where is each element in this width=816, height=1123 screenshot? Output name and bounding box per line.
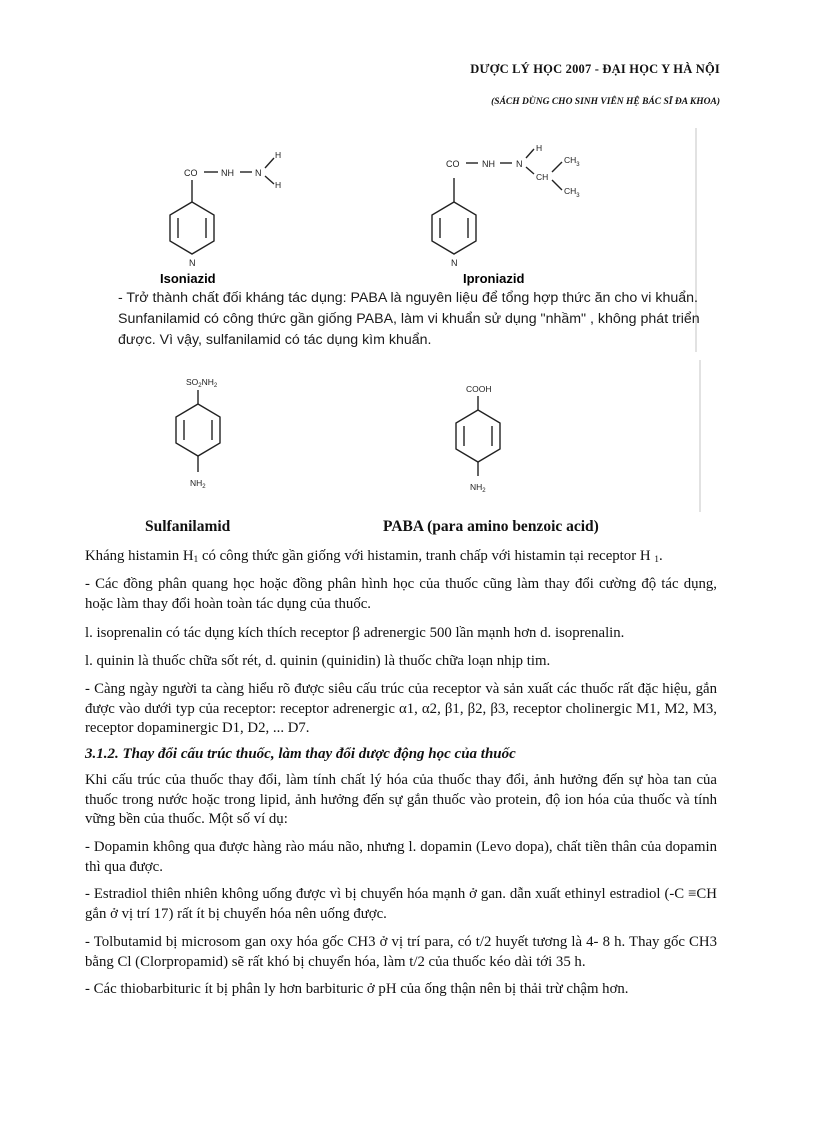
isoniazid-caption: Isoniazid bbox=[160, 271, 216, 286]
paragraph-antihistamine: Kháng histamin $H_1$ có công thức gần giống với histamin, tranh chấp với histamin tại receptor H $_1$. bbox=[85, 548, 663, 565]
paragraph-dopamin: - Dopamin không qua được hàng rào máu não, nhưng l. dopamin (Levo dopa), chất tiền thân của dopamin thì qua được. bbox=[85, 839, 717, 875]
sulfanilamid-bottom-label: $NH_2$ bbox=[190, 478, 206, 490]
paragraph-quinin: l. quinin là thuốc chữa sốt rét, d. quinin (quinidin) là thuốc chữa loạn nhịp tim. bbox=[85, 653, 551, 669]
iproniazid-h-label: H bbox=[536, 143, 543, 153]
paragraph-isomers: - Các đồng phân quang học hoặc đồng phân hình học của thuốc cũng làm thay đổi cường độ tác dụng, hoặc làm thay đổi hoàn toàn tác dụng của thuốc. bbox=[85, 576, 717, 612]
iproniazid-ch3a-label: $CH_3$ bbox=[564, 155, 580, 168]
sulfanilamid-caption: Sulfanilamid bbox=[145, 518, 231, 535]
iproniazid-n-label: N bbox=[516, 159, 523, 169]
paragraph-tolbutamid: - Tolbutamid bị microsom gan oxy hóa gốc CH3 ở vị trí para, có t/2 huyết tương là 4- 8 h. Thay gốc CH3 bằng Cl (Clorpropamid) sẽ rất khó bị chuyển hóa, làm t/2 của thuốc kéo dài tới 35 h. bbox=[85, 934, 717, 970]
paba-top-label: COOH bbox=[466, 384, 492, 394]
scanned-paba-text: - Trở thành chất đối kháng tác dụng: PABA là nguyên liệu để tổng hợp thức ăn cho vi khuẩn. Sunfanilamid có công thức gần giống PABA, làm vi khuẩn sử dụng "nhầm" , không phát triển được. Vì vậy, sulfanilamid có tác dụng kìm khuẩn. bbox=[118, 290, 700, 348]
paragraph-isoprenalin: l. isoprenalin có tác dụng kích thích receptor β adrenergic 500 lần mạnh hơn d. isoprenalin. bbox=[85, 625, 625, 641]
paba-caption: PABA (para amino benzoic acid) bbox=[383, 518, 599, 535]
isoniazid-co-label: CO bbox=[184, 168, 198, 178]
isoniazid-h2-label: H bbox=[275, 180, 282, 190]
isoniazid-nh-label: NH bbox=[221, 168, 234, 178]
isoniazid-n-label: N bbox=[255, 168, 262, 178]
iproniazid-caption: Iproniazid bbox=[463, 271, 525, 286]
document-header-title: DƯỢC LÝ HỌC 2007 - ĐẠI HỌC Y HÀ NỘI bbox=[470, 62, 720, 76]
section-heading-3-1-2: 3.1.2. Thay đổi cấu trúc thuốc, làm thay đổi dược động học của thuốc bbox=[85, 746, 516, 762]
paragraph-estradiol: - Estradiol thiên nhiên không uống được vì bị chuyển hóa mạnh ở gan. dẫn xuất ethinyl estradiol (-C ≡CH gắn ở vị trí 17) rất ít bị chuyển hóa nên uống được. bbox=[85, 886, 717, 922]
document-header-subtitle: (SÁCH DÙNG CHO SINH VIÊN HỆ BÁC SĨ ĐA KHOA) bbox=[491, 97, 720, 107]
paragraph-receptor-subtypes: - Càng ngày người ta càng hiểu rõ được siêu cấu trúc của receptor và sản xuất các thuốc rất đặc hiệu, gắn được vào dưới typ của receptor: receptor adrenergic α1, α2, β1, β2, β3, receptor cholinergic M1, M2, M3, receptor dopaminergic D1, D2, ... D7. bbox=[85, 681, 717, 736]
figure-sulfanilamid-paba bbox=[120, 360, 704, 512]
iproniazid-ch-label: CH bbox=[536, 172, 549, 182]
iproniazid-nh-label: NH bbox=[482, 159, 495, 169]
isoniazid-ring-n-label: N bbox=[189, 258, 196, 268]
sulfanilamid-top-label: $SO_2NH_2$ bbox=[186, 377, 218, 389]
paragraph-thiobarbituric: - Các thiobarbituric ít bị phân ly hơn barbituric ở pH của ống thận nên bị thải trừ chậm hơn. bbox=[85, 981, 629, 997]
isoniazid-h1-label: H bbox=[275, 150, 282, 160]
paragraph-physicochemical: Khi cấu trúc của thuốc thay đổi, làm tính chất lý hóa của thuốc thay đổi, ảnh hưởng đến sự hòa tan của thuốc trong nước hoặc trong lipid, ảnh hưởng đến sự gắn thuốc vào protein, độ ion hóa của thuốc và tính vững bền của thuốc. Một số ví dụ: bbox=[85, 772, 717, 827]
paba-bottom-label: $NH_2$ bbox=[470, 482, 486, 494]
iproniazid-ch3b-label: $CH_3$ bbox=[564, 186, 580, 199]
iproniazid-co-label: CO bbox=[446, 159, 460, 169]
iproniazid-ring-n-label: N bbox=[451, 258, 458, 268]
structures-sulfanilamid-paba bbox=[120, 360, 704, 512]
